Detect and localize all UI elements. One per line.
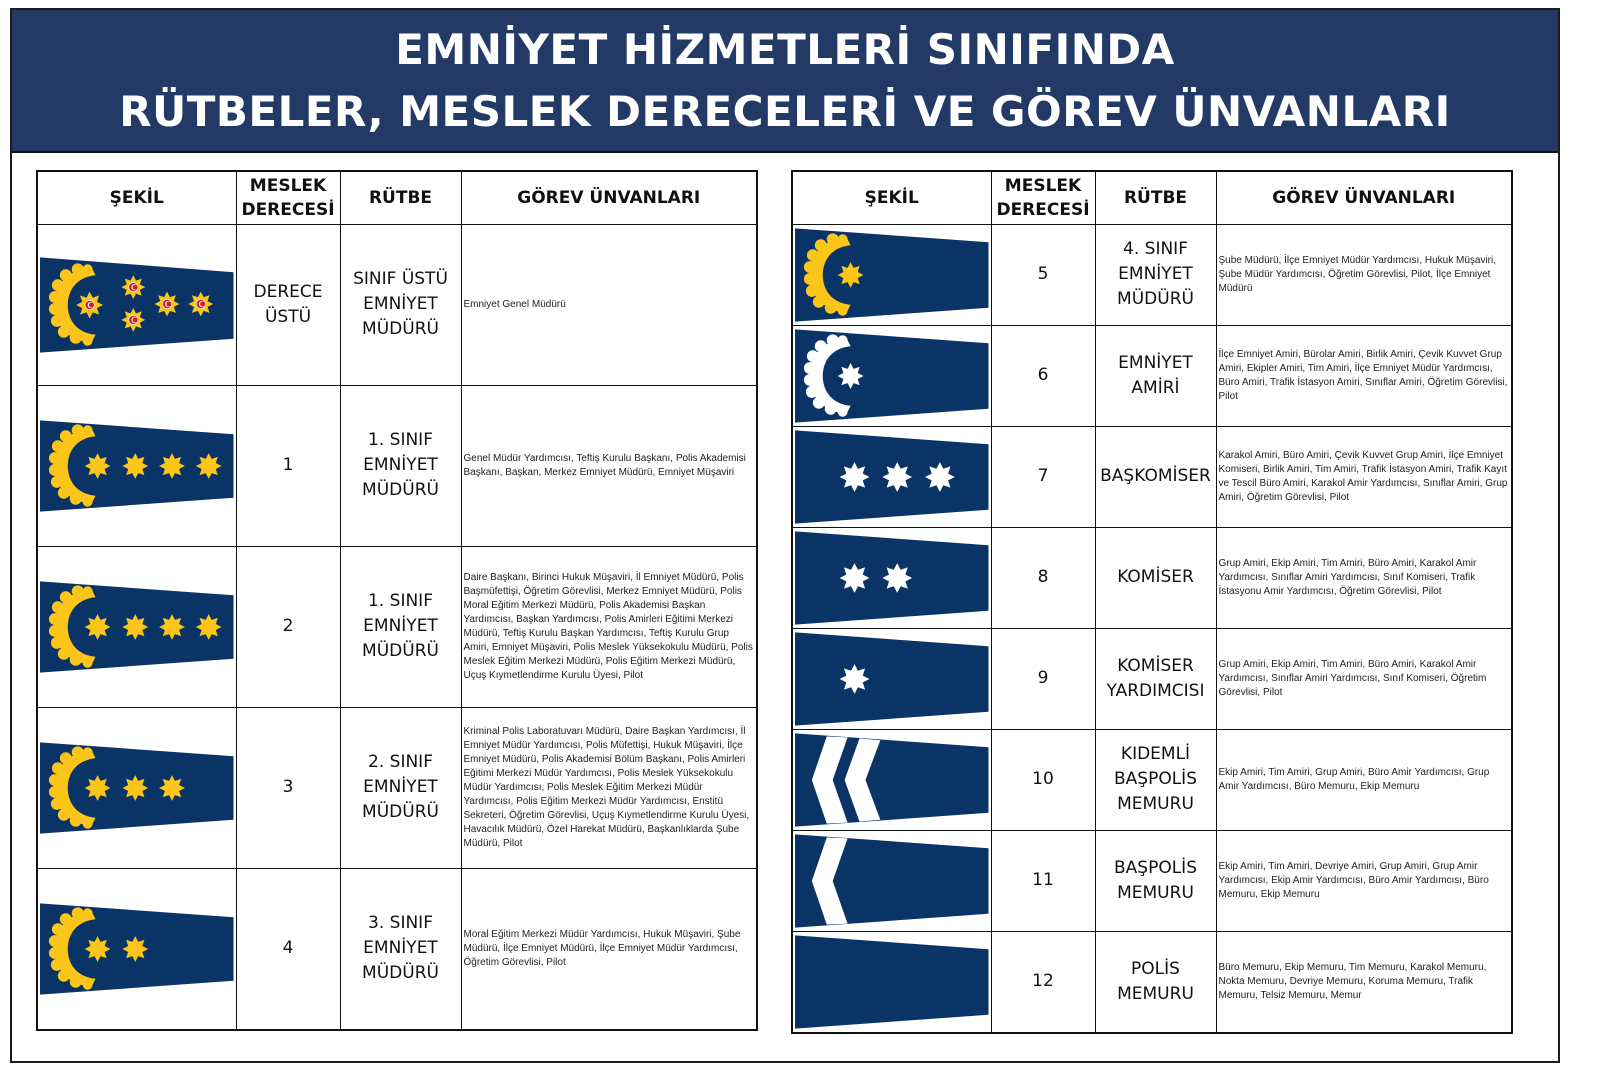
rank-line: AMİRİ bbox=[1131, 377, 1180, 398]
rank-line: 3. SINIF bbox=[368, 913, 433, 933]
insignia-cell bbox=[792, 224, 991, 325]
insignia-wreath-four-stars-icon bbox=[38, 547, 236, 707]
rank-cell bbox=[1095, 224, 1216, 325]
table-row bbox=[792, 224, 1512, 325]
duties-cell: Ekip Amiri, Tim Amiri, Grup Amiri, Büro Amir Yardımcısı, Grup Amir Yardımcısı, Büro Memuru, Ekip Memuru bbox=[1216, 729, 1512, 830]
insignia-cell bbox=[37, 385, 236, 546]
rank-cell bbox=[340, 868, 461, 1030]
insignia-cell bbox=[792, 830, 991, 931]
rank-line: 1. SINIF bbox=[368, 591, 433, 611]
column-header-shape: ŞEKİL bbox=[37, 171, 236, 224]
insignia-cell bbox=[792, 527, 991, 628]
rank-table-left bbox=[36, 170, 758, 1031]
insignia-wreath-five-stars-icon bbox=[38, 225, 236, 385]
duties-cell: Daire Başkanı, Birinci Hukuk Müşaviri, İl Emniyet Müdürü, Polis Başmüfettişi, Öğretim Görevlisi, Merkez Emniyet Müdürü, Polis Moral Eğitim Merkezi Müdürü, Polis Akademisi Başkan Yardımcısı, Başkan Yardımcısı, Polis Amirleri Eğitimi Merkezi Müdürü, Teftiş Kurulu Başkan Yardımcısı, Teftiş Kurulu Grup Amiri, Emniyet Müşaviri, Polis Meslek Yüksekokulu Müdürü, Polis Meslek Eğitim Merkezi Müdürü, Polis Eğitim Merkezi Müdürü, Uçuş Kıymetlendirme Kurulu Üyesi, Pilot bbox=[461, 546, 757, 707]
rank-line: KOMİSER bbox=[1117, 567, 1194, 587]
rank-line: MEMURU bbox=[1117, 882, 1194, 903]
rank-cell bbox=[340, 385, 461, 546]
rank-line: 4. SINIF bbox=[1123, 239, 1188, 259]
insignia-wreath-three-stars-icon bbox=[38, 708, 236, 868]
grade-header-line-1: MESLEK bbox=[1004, 175, 1082, 196]
rank-line: YARDIMCISI bbox=[1106, 680, 1205, 701]
insignia-cell bbox=[37, 546, 236, 707]
table-row bbox=[792, 830, 1512, 931]
table-row bbox=[37, 385, 757, 546]
insignia-two-stars-icon bbox=[793, 528, 991, 628]
rank-line: BAŞPOLİS bbox=[1114, 857, 1197, 878]
rank-cell bbox=[1095, 729, 1216, 830]
grade-cell: 3 bbox=[236, 707, 340, 868]
insignia-plain-pennant-icon bbox=[793, 932, 991, 1032]
table-row bbox=[37, 224, 757, 385]
table-row bbox=[792, 426, 1512, 527]
insignia-cell bbox=[792, 729, 991, 830]
rank-line: 1. SINIF bbox=[368, 430, 433, 450]
grade-cell: 5 bbox=[991, 224, 1095, 325]
rank-line: EMNİYET bbox=[363, 294, 438, 314]
rank-cell bbox=[340, 224, 461, 385]
rank-line: POLİS bbox=[1131, 958, 1180, 979]
grade-cell: 1 bbox=[236, 385, 340, 546]
grade-cell: 7 bbox=[991, 426, 1095, 527]
duties-cell: İlçe Emniyet Amiri, Bürolar Amiri, Birlik Amiri, Çevik Kuvvet Grup Amiri, Ekipler Amiri, Tim Amiri, İlçe Emniyet Müdür Yardımcısı, Büro Amiri, Trafik İstasyon Amiri, Sınıflar Amiri, Öğretim Görevlisi, Pilot bbox=[1216, 325, 1512, 426]
insignia-gold-wreath-one-star-icon bbox=[793, 225, 991, 325]
rank-cell bbox=[340, 546, 461, 707]
column-header-shape: ŞEKİL bbox=[792, 171, 991, 224]
rank-table-right bbox=[791, 170, 1513, 1034]
duties-cell: Moral Eğitim Merkezi Müdür Yardımcısı, Hukuk Müşaviri, Şube Müdürü, İlçe Emniyet Müdürü, İlçe Emniyet Müdür Yardımcısı, Öğretim Görevlisi, Pilot bbox=[461, 868, 757, 1030]
rank-line: 2. SINIF bbox=[368, 752, 433, 772]
insignia-cell bbox=[37, 224, 236, 385]
table-row bbox=[37, 707, 757, 868]
duties-cell: Kriminal Polis Laboratuvarı Müdürü, Daire Başkan Yardımcısı, İl Emniyet Müdür Yardımcısı, Polis Müfettişi, Hukuk Müşaviri, İlçe Emniyet Müdürü, Polis Akademisi Bölüm Başkanı, Polis Amirleri Eğitimi Merkezi Müdür Yardımcısı, Polis Meslek Yüksekokulu Müdür Yardımcısı, Polis Meslek Eğitim Merkezi Müdür Yardımcısı, Polis Eğitim Merkezi Müdür Yardımcısı, Enstitü Sekreteri, Öğretim Görevlisi, Uçuş Kıymetlendirme Kurulu Üyesi, Havacılık Müdürü, Özel Harekat Müdürü, Başkanlıklarda Şube Müdürü, Pilot bbox=[461, 707, 757, 868]
page-title-line-2: RÜTBELER, MESLEK DERECELERİ VE GÖREV ÜNVANLARI bbox=[119, 86, 1451, 136]
rank-line: EMNİYET bbox=[1118, 352, 1193, 373]
grade-cell: 12 bbox=[991, 931, 1095, 1033]
column-header-grade bbox=[991, 171, 1095, 224]
duties-cell: Grup Amiri, Ekip Amiri, Tim Amiri, Büro Amiri, Karakol Amir Yardımcısı, Sınıflar Amiri Yardımcısı, Sınıf Komiseri, Öğretim Görevlisi, Pilot bbox=[1216, 628, 1512, 729]
rank-cell bbox=[1095, 830, 1216, 931]
table-row bbox=[792, 628, 1512, 729]
rank-line: EMNİYET bbox=[363, 777, 438, 797]
column-header-rank: RÜTBE bbox=[1095, 171, 1216, 224]
grade-header-line-1: MESLEK bbox=[249, 175, 327, 196]
rank-line: MÜDÜRÜ bbox=[362, 319, 439, 339]
column-header-duties: GÖREV ÜNVANLARI bbox=[1216, 171, 1512, 224]
rank-cell bbox=[1095, 527, 1216, 628]
rank-cell bbox=[1095, 628, 1216, 729]
grade-header-line-2: DERECESİ bbox=[996, 199, 1090, 220]
duties-cell: Genel Müdür Yardımcısı, Teftiş Kurulu Başkanı, Polis Akademisi Başkanı, Başkan, Merkez Emniyet Müdürü, Emniyet Müşaviri bbox=[461, 385, 757, 546]
rank-line: MÜDÜRÜ bbox=[362, 480, 439, 500]
rank-line: EMNİYET bbox=[363, 938, 438, 958]
grade-cell: 10 bbox=[991, 729, 1095, 830]
grade-cell bbox=[236, 224, 340, 385]
column-header-duties: GÖREV ÜNVANLARI bbox=[461, 171, 757, 224]
grade-cell: 6 bbox=[991, 325, 1095, 426]
insignia-wreath-four-stars-icon bbox=[38, 386, 236, 546]
rank-line: MÜDÜRÜ bbox=[362, 802, 439, 822]
rank-line: BAŞKOMİSER bbox=[1100, 466, 1211, 486]
table-row bbox=[792, 527, 1512, 628]
insignia-wreath-two-stars-icon bbox=[38, 869, 236, 1029]
rank-cell bbox=[1095, 931, 1216, 1033]
table-row bbox=[37, 546, 757, 707]
insignia-three-stars-icon bbox=[793, 427, 991, 527]
grade-cell: 9 bbox=[991, 628, 1095, 729]
grade-header-line-2: DERECESİ bbox=[241, 199, 335, 220]
rank-cell bbox=[340, 707, 461, 868]
page-title-line-1: EMNİYET HİZMETLERİ SINIFINDA bbox=[395, 24, 1175, 74]
rank-cell bbox=[1095, 325, 1216, 426]
rank-line: MEMURU bbox=[1117, 983, 1194, 1004]
table-header-row bbox=[792, 171, 1512, 224]
duties-cell: Ekip Amiri, Tim Amiri, Devriye Amiri, Grup Amiri, Grup Amir Yardımcısı, Ekip Amir Yardımcısı, Büro Amir Yardımcısı, Büro Memuru, Ekip Memuru bbox=[1216, 830, 1512, 931]
insignia-cell bbox=[37, 707, 236, 868]
table-row bbox=[37, 868, 757, 1030]
grade-cell: 4 bbox=[236, 868, 340, 1030]
duties-cell: Şube Müdürü, İlçe Emniyet Müdür Yardımcısı, Hukuk Müşaviri, Şube Müdür Yardımcısı, Öğretim Görevlisi, Pilot, İlçe Emniyet Müdürü bbox=[1216, 224, 1512, 325]
insignia-one-star-icon bbox=[793, 629, 991, 729]
duties-cell: Emniyet Genel Müdürü bbox=[461, 224, 757, 385]
grade-cell: 2 bbox=[236, 546, 340, 707]
rank-line: SINIF ÜSTÜ bbox=[353, 269, 448, 289]
rank-line: MÜDÜRÜ bbox=[1117, 289, 1194, 309]
insignia-two-chevrons-icon bbox=[793, 730, 991, 830]
grade-cell: 11 bbox=[991, 830, 1095, 931]
rank-line: KOMİSER bbox=[1117, 655, 1194, 676]
grade-value-line-2: ÜSTÜ bbox=[264, 306, 312, 327]
rank-line: MEMURU bbox=[1117, 794, 1194, 814]
rank-cell bbox=[1095, 426, 1216, 527]
rank-line: BAŞPOLİS bbox=[1114, 769, 1197, 789]
grade-cell: 8 bbox=[991, 527, 1095, 628]
duties-cell: Büro Memuru, Ekip Memuru, Tim Memuru, Karakol Memuru, Nokta Memuru, Devriye Memuru, Koruma Memuru, Trafik Memuru, Telsiz Memuru, Memur bbox=[1216, 931, 1512, 1033]
rank-line: MÜDÜRÜ bbox=[362, 641, 439, 661]
column-header-rank: RÜTBE bbox=[340, 171, 461, 224]
table-row bbox=[792, 729, 1512, 830]
duties-cell: Karakol Amiri, Büro Amiri, Çevik Kuvvet Grup Amiri, İlçe Emniyet Komiseri, Birlik Amiri, Tim Amiri, Trafik İstasyon Amiri, Trafik Kayıt ve Tescil Büro Amiri, Karakol Amir Yardımcısı, Sınıflar Amiri, Grup Amiri, Öğretim Görevlisi, Pilot bbox=[1216, 426, 1512, 527]
insignia-cell bbox=[37, 868, 236, 1030]
insignia-one-chevron-icon bbox=[793, 831, 991, 931]
insignia-white-wreath-one-star-icon bbox=[793, 326, 991, 426]
column-header-grade bbox=[236, 171, 340, 224]
table-row bbox=[792, 931, 1512, 1033]
table-row bbox=[792, 325, 1512, 426]
title-banner bbox=[12, 10, 1558, 153]
insignia-cell bbox=[792, 931, 991, 1033]
insignia-cell bbox=[792, 325, 991, 426]
rank-line: EMNİYET bbox=[363, 616, 438, 636]
insignia-cell bbox=[792, 628, 991, 729]
table-header-row bbox=[37, 171, 757, 224]
rank-line: MÜDÜRÜ bbox=[362, 963, 439, 983]
grade-value: DERECE bbox=[253, 281, 323, 302]
duties-cell: Grup Amiri, Ekip Amiri, Tim Amiri, Büro Amiri, Karakol Amir Yardımcısı, Sınıflar Amiri Yardımcısı, Sınıf Komiseri, Trafik İstasyonu Amir Yardımcısı, Öğretim Görevlisi, Pilot bbox=[1216, 527, 1512, 628]
rank-line: EMNİYET bbox=[363, 455, 438, 475]
rank-line: KIDEMLİ bbox=[1120, 744, 1191, 764]
rank-line: EMNİYET bbox=[1118, 264, 1193, 284]
insignia-cell bbox=[792, 426, 991, 527]
